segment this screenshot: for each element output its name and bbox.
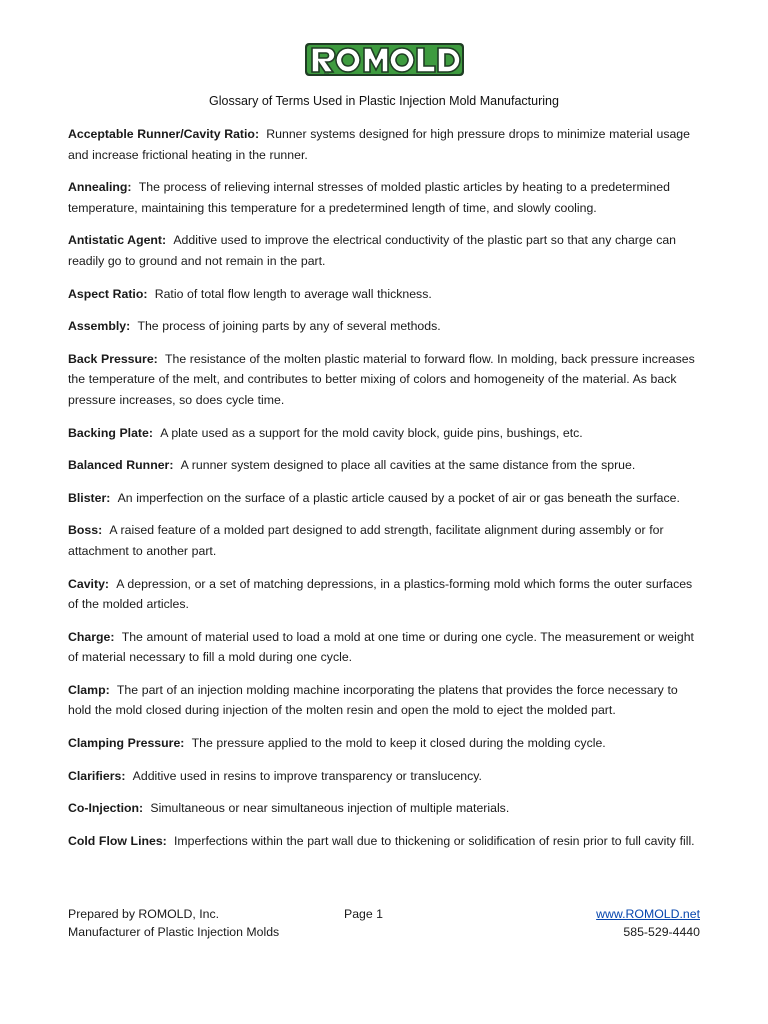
glossary-entry [68,177,700,218]
glossary-definition: The part of an injection molding machine incorporating the platens that provides the force necessary to hold the mold closed during injection of the molten resin and open the mold to eject the molded part. [68,682,678,718]
glossary-definition: An imperfection on the surface of a plastic article caused by a pocket of air or gas beneath the surface. [117,490,680,505]
glossary-entry [68,831,700,852]
glossary-term: Backing Plate: [68,425,153,440]
footer-website-link[interactable]: www.ROMOLD.net [596,907,700,921]
footer-prepared-by: Prepared by ROMOLD, Inc. [68,907,220,921]
glossary-term: Aspect Ratio: [68,286,148,301]
footer-right [596,906,700,941]
glossary-entry [68,423,700,444]
glossary-definition: Additive used to improve the electrical conductivity of the plastic part so that any charge can readily go to ground and not remain in the part. [68,233,677,268]
footer-left [68,906,279,941]
glossary-definition: The process of relieving internal stresses of molded plastic articles by heating to a predetermined temperature, maintaining this temperature for a predetermined length of time, and slowly cooling. [68,180,670,215]
glossary-term: Clamp: [68,682,110,697]
glossary-term: Charge: [68,629,115,644]
glossary-term: Cavity: [68,576,110,591]
glossary-definition: A raised feature of a molded part designed to add strength, facilitate alignment during assembly or for attachment to another part. [68,523,664,558]
glossary-term: Clamping Pressure: [68,736,185,751]
glossary-entry [68,766,700,787]
glossary-definition: Ratio of total flow length to average wall thickness. [154,286,432,301]
glossary-term: Antistatic Agent: [68,233,167,248]
glossary-definition: The amount of material used to load a mold at one time or during one cycle. The measurement or weight of material necessary to fill a mold during one cycle. [68,629,694,665]
glossary-entry [68,349,700,411]
glossary-term: Balanced Runner: [68,458,174,473]
glossary-entry [68,680,700,721]
glossary-term: Acceptable Runner/Cavity Ratio: [68,127,260,141]
romold-logo-graphic [304,42,465,77]
glossary-entry [68,520,700,561]
glossary-term: Blister: [68,490,111,505]
glossary-entry [68,316,700,337]
glossary-definition: A runner system designed to place all cavities at the same distance from the sprue. [180,458,636,473]
footer-tagline: Manufacturer of Plastic Injection Molds [68,924,280,939]
glossary-term: Assembly: [68,319,131,334]
glossary-definition: The pressure applied to the mold to keep it closed during the molding cycle. [191,736,606,751]
glossary-term: Co-Injection: [68,801,144,816]
glossary-entry [68,284,700,305]
glossary-entry [68,230,700,271]
glossary-definition: Imperfections within the part wall due to thickening or solidification of resin prior to full cavity fill. [174,833,695,848]
page-footer [68,906,700,946]
glossary-definition: The process of joining parts by any of several methods. [137,319,441,334]
footer-page-number: Page 1 [344,907,383,921]
svg-text:INC: INC [324,71,331,76]
glossary-entry [68,798,700,819]
glossary-definition: Simultaneous or near simultaneous injection of multiple materials. [150,801,510,816]
romold-logo [304,42,465,77]
glossary-definition: The resistance of the molten plastic material to forward flow. In molding, back pressure increases the temperature of the melt, and contributes to better mixing of colors and homogeneity of the material. As back pressure increases, so does cycle time. [68,351,695,407]
glossary-entry [68,574,700,615]
glossary-term: Clarifiers: [68,768,126,783]
glossary-definition: Additive used in resins to improve transparency or translucency. [132,768,482,783]
document-title: Glossary of Terms Used in Plastic Injection Mold Manufacturing [209,94,559,108]
glossary-term: Boss: [68,523,103,538]
glossary-entry [68,124,700,165]
glossary-entry [68,627,700,668]
glossary-definition: Runner systems designed for high pressure drops to minimize material usage and increase frictional heating in the runner. [68,127,690,162]
footer-phone: 585-529-4440 [623,924,700,939]
glossary-list [68,124,700,863]
glossary-entry [68,733,700,754]
glossary-definition: A plate used as a support for the mold cavity block, guide pins, bushings, etc. [160,425,583,440]
glossary-entry [68,488,700,509]
glossary-entry [68,455,700,476]
glossary-definition: A depression, or a set of matching depressions, in a plastics-forming mold which forms the outer surfaces of the molded articles. [68,576,693,612]
glossary-term: Annealing: [68,180,132,195]
glossary-term: Cold Flow Lines: [68,833,167,848]
glossary-term: Back Pressure: [68,351,158,366]
